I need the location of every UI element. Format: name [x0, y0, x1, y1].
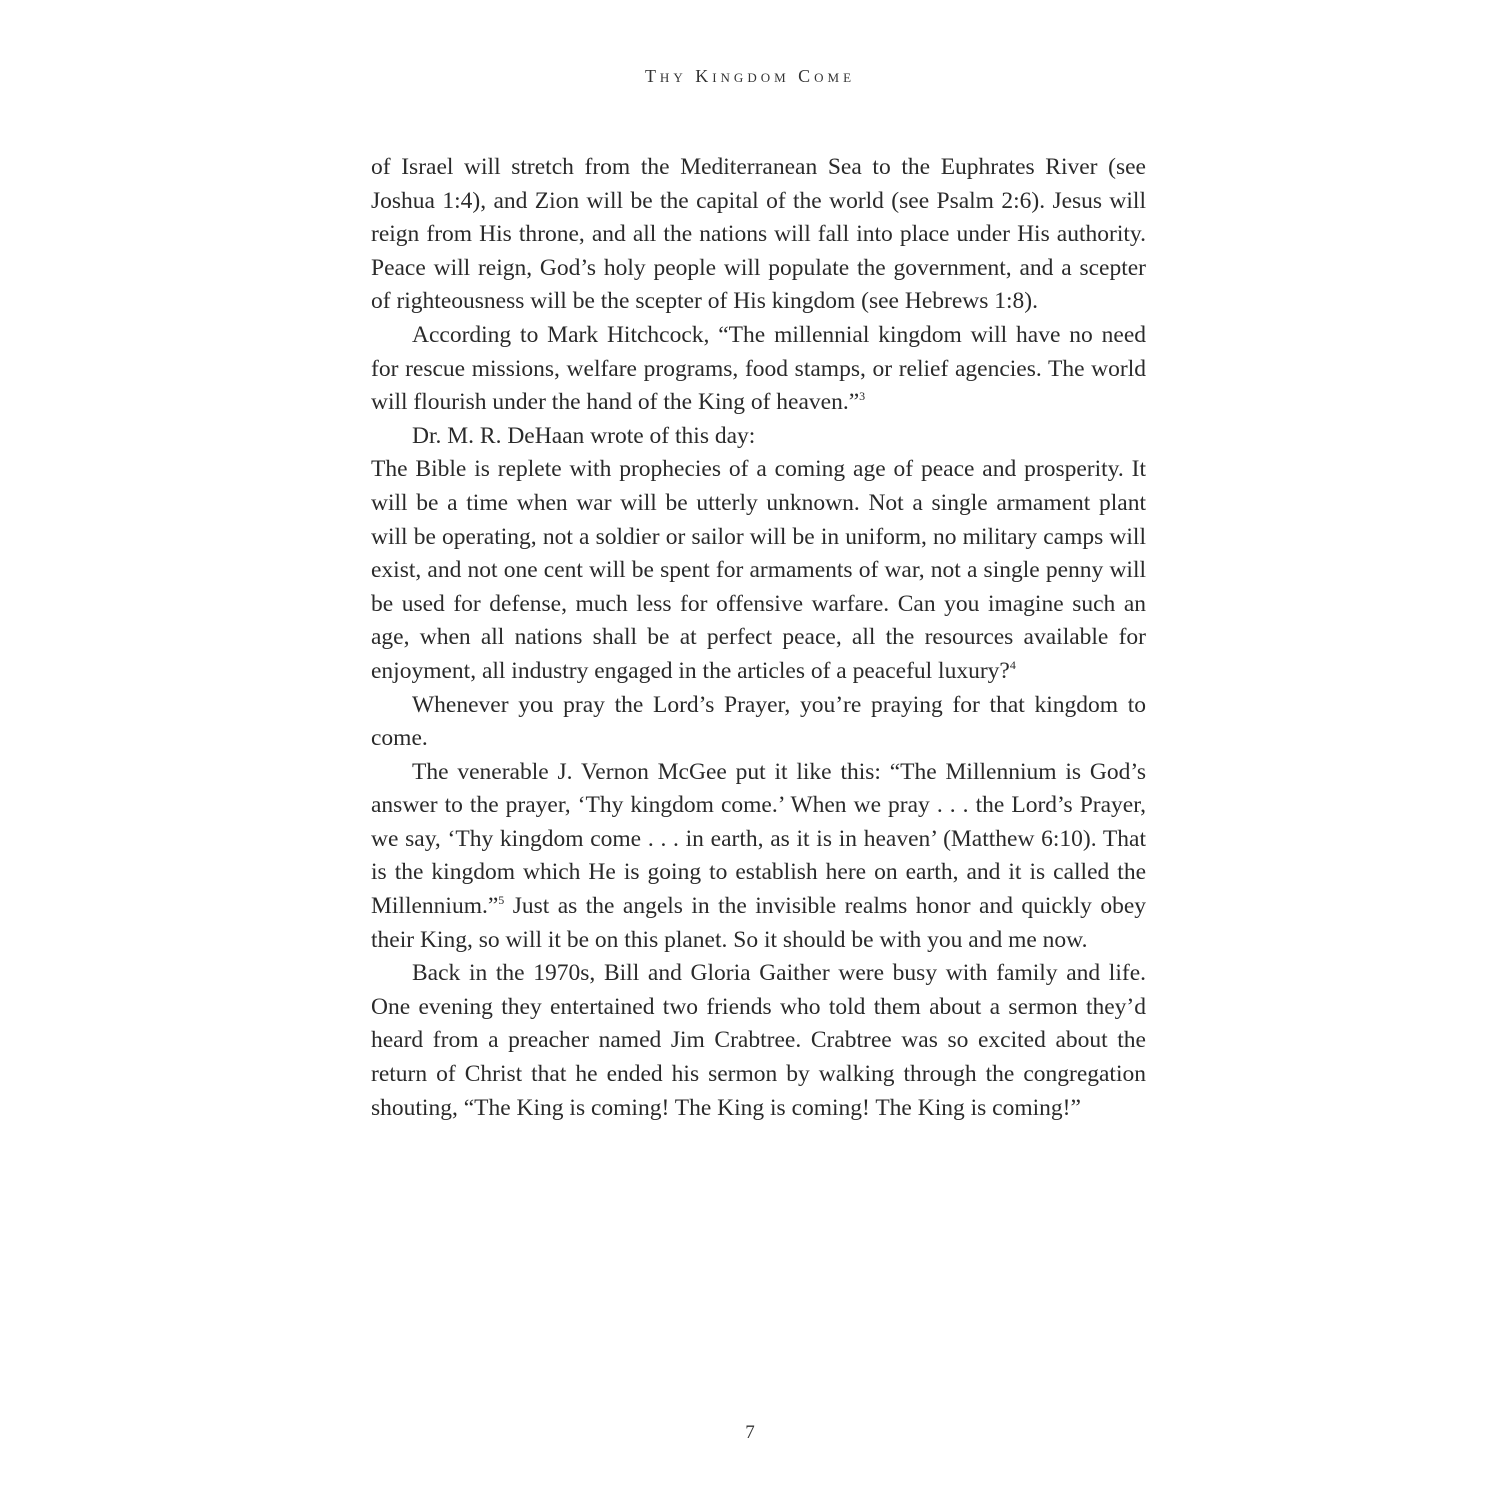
paragraph: The venerable J. Vernon McGee put it like this: “The Millennium is God’s answer to the prayer, ‘Thy kingdom come.’ When we pray . . . the Lord’s Prayer, we say, ‘Thy kingdom come . . . in earth, as it is in heaven’ (Matthew 6:10). That is the kingdom which He is going to establish here on earth, and it is called the Millennium.”$^5$ Just as the angels in the invisible realms honor and quickly obey their King, so will it be on this planet. So it should be with you and me now.	[371, 758, 1146, 953]
paragraph: According to Mark Hitchcock, “The millennial kingdom will have no need for rescue missions, welfare programs, food stamps, or relief agencies. The world will flourish under the hand of the King of heaven.”$^3$	[371, 321, 1146, 416]
running-head: Thy Kingdom Come	[644, 66, 856, 86]
paragraph: Dr. M. R. DeHaan wrote of this day:	[412, 422, 756, 449]
footnote-ref: 5	[498, 893, 505, 908]
footnote-ref: 4	[1009, 657, 1016, 672]
page-number: 7	[745, 1422, 755, 1443]
paragraph: of Israel will stretch from the Mediterranean Sea to the Euphrates River (see Joshua 1:4), and Zion will be the capital of the world (see Psalm 2:6). Jesus will reign from His throne, and all the nations will fall into place under His authority. Peace will reign, God’s holy people will populate the government, and a scepter of righteousness will be the scepter of His kingdom (see Hebrews 1:8).	[371, 154, 1146, 315]
body-text	[371, 151, 1146, 1125]
block-quote: The Bible is replete with prophecies of a coming age of peace and prosperity. It will be a time when war will be utterly unknown. Not a single armament plant will be operating, not a soldier or sailor will be in uniform, no military camps will exist, and not one cent will be spent for armaments of war, not a single penny will be used for defense, much less for offensive warfare. Can you imagine such an age, when all nations shall be at perfect peace, all the resources available for enjoyment, all industry engaged in the articles of a peaceful luxury?$^4$	[371, 456, 1146, 684]
footnote-ref: 3	[859, 389, 866, 404]
paragraph: Back in the 1970s, Bill and Gloria Gaither were busy with family and life. One evening they entertained two friends who told them about a sermon they’d heard from a preacher named Jim Crabtree. Crabtree was so excited about the return of Christ that he ended his sermon by walking through the congregation shouting, “The King is coming! The King is coming! The King is coming!”	[371, 960, 1146, 1121]
paragraph: Whenever you pray the Lord’s Prayer, you’re praying for that kingdom to come.	[371, 691, 1146, 752]
